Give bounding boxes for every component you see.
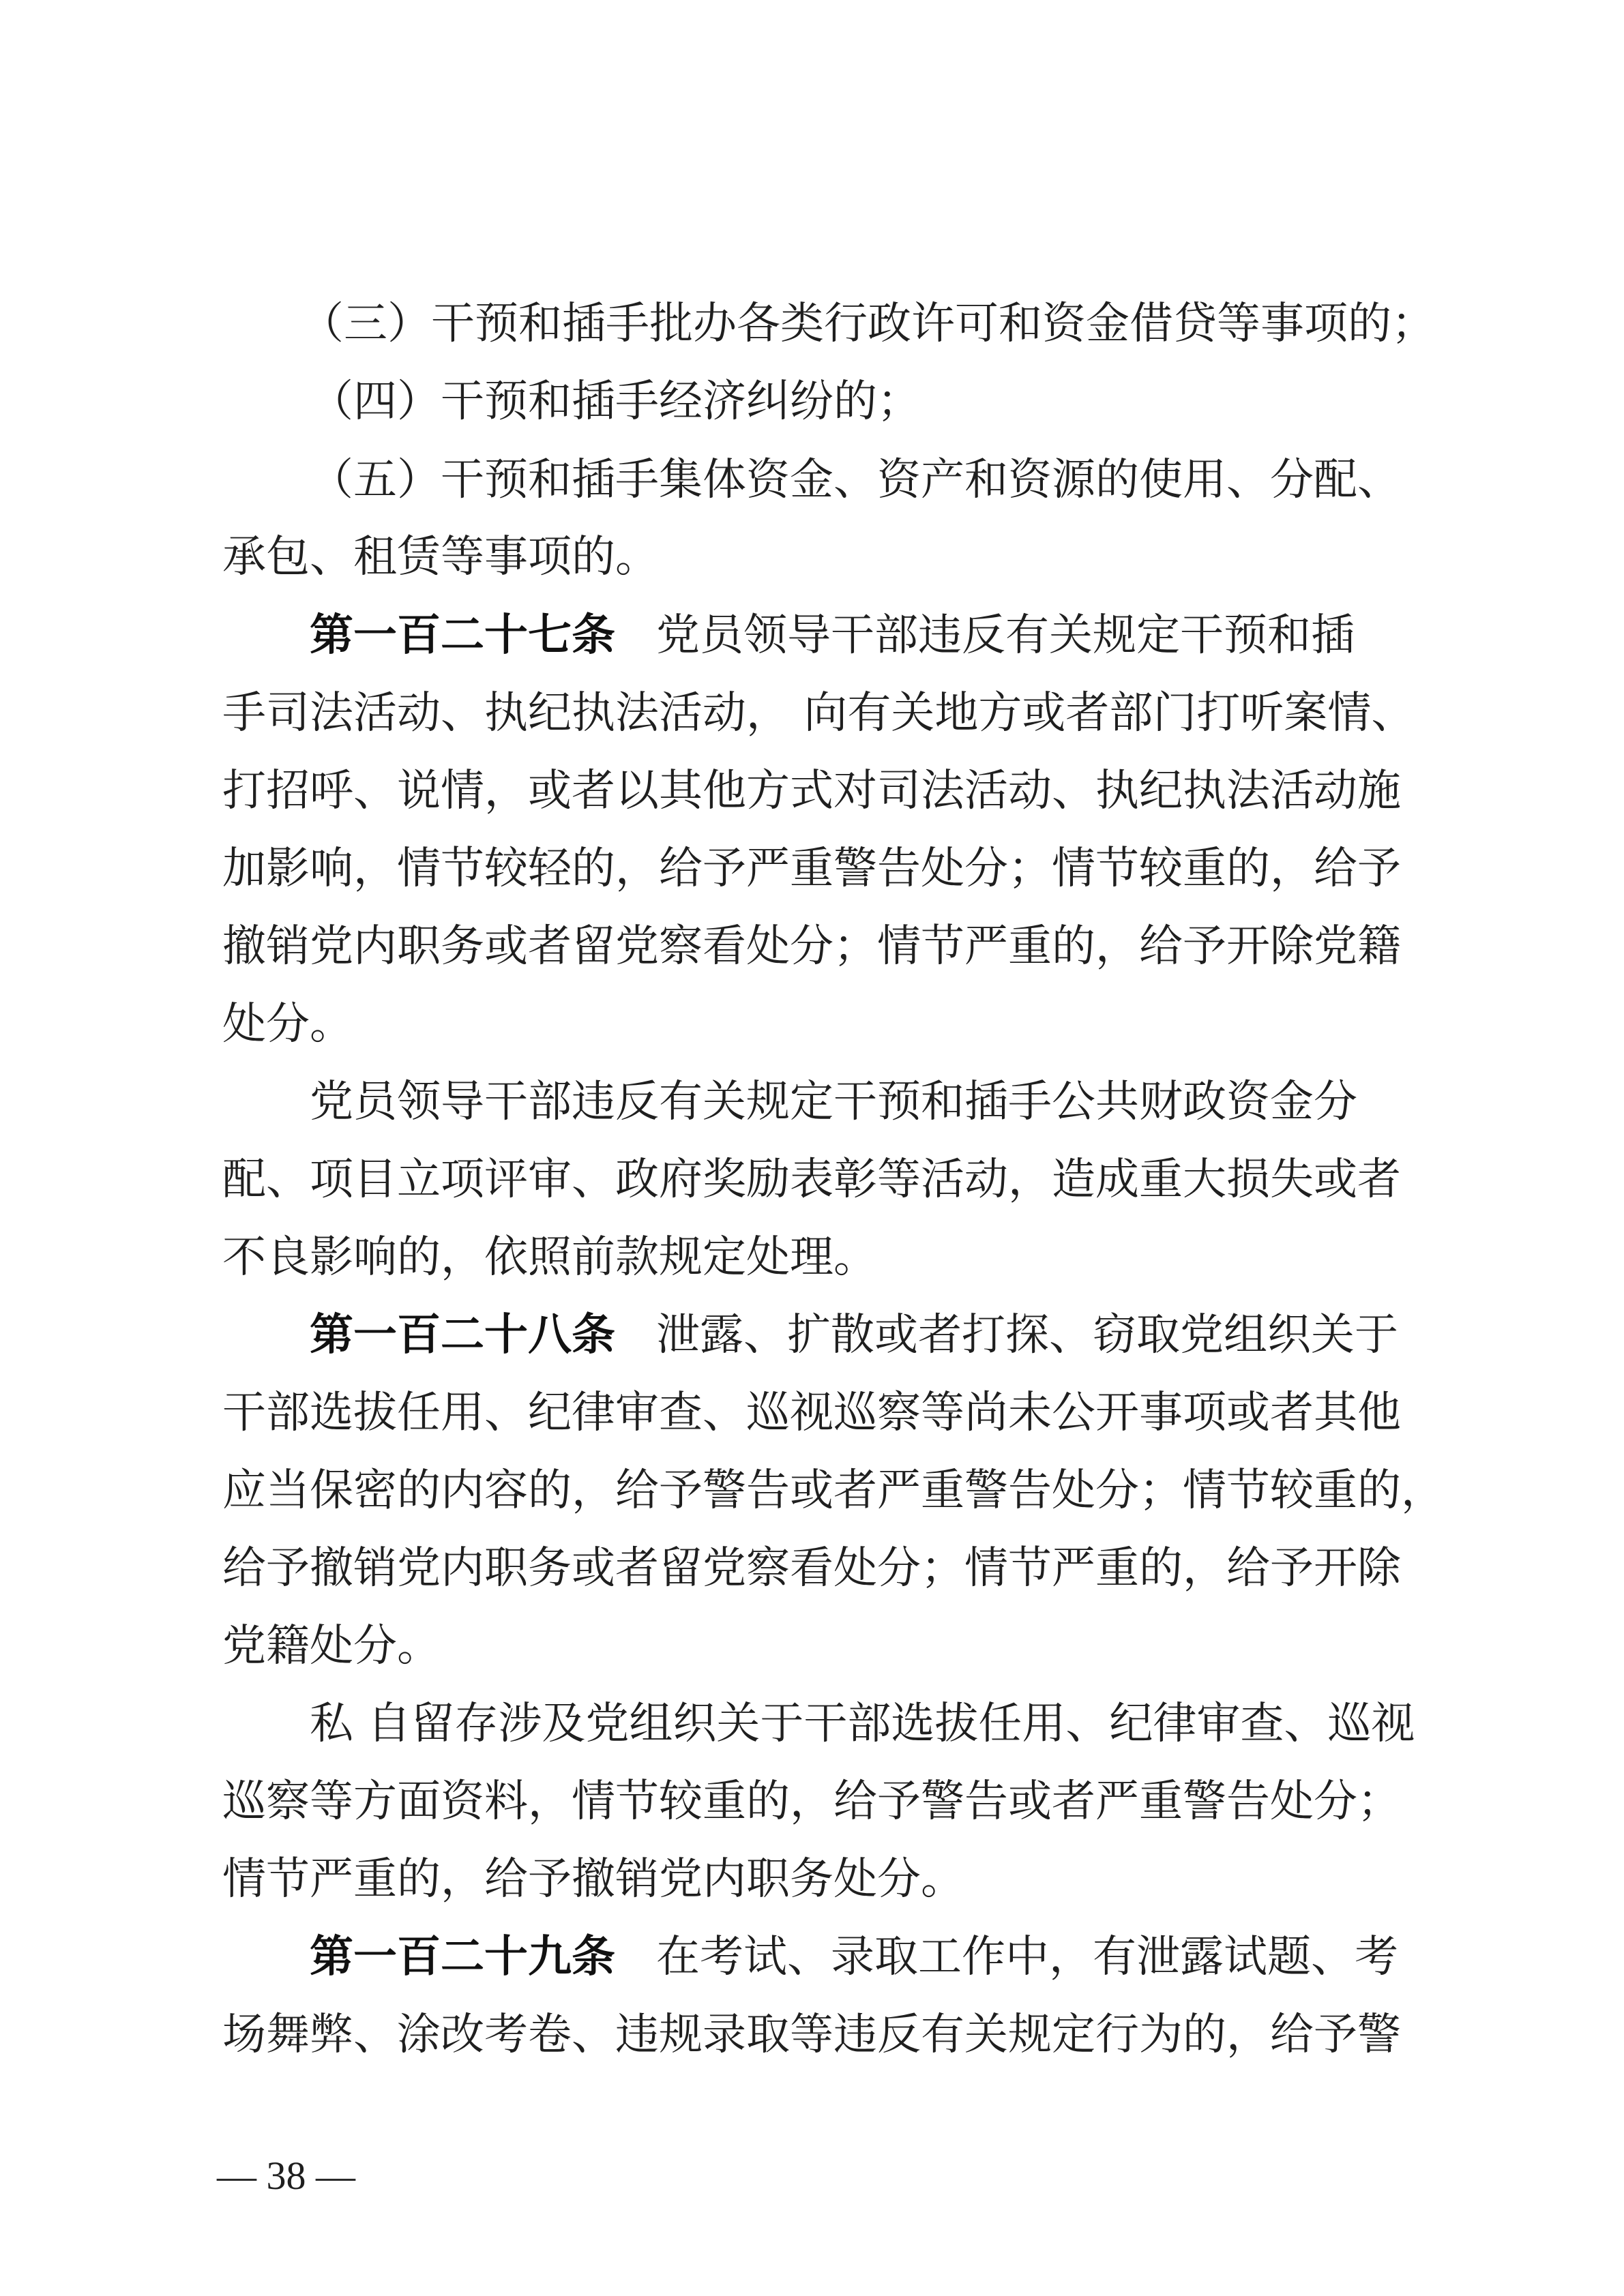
article-127-line-3: 打招呼、说情，或者以其他方式对司法活动、执纪执法活动施 [222,766,1401,816]
article-128-para-2-line-3: 情节严重的，给予撤销党内职务处分。 [222,1854,964,1905]
article-129-line-1 [310,1932,1398,1982]
article-127-para-2-line-3: 不良影响的，依照前款规定处理。 [222,1232,877,1283]
article-128-heading: 第一百二十八条 [310,1310,615,1360]
article-129-line-2: 场舞弊、涂改考卷、违规录取等违反有关规定行为的，给予警 [222,2010,1401,2060]
article-128-line-3: 应当保密的内容的，给予警告或者严重警告处分；情节较重的， [222,1465,1445,1516]
article-129-heading: 第一百二十九条 [310,1932,615,1982]
article-128-line-4: 给予撤销党内职务或者留党察看处分；情节严重的，给予开除 [222,1543,1401,1594]
paragraph-item-3: （三）干预和插手批办各类行政许可和资金借贷等事项的； [300,299,1435,349]
article-127-para-2-line-2: 配、项目立项评审、政府奖励表彰等活动，造成重大损失或者 [222,1154,1401,1205]
article-128-line-1 [310,1310,1398,1360]
article-127-heading: 第一百二十七条 [310,610,615,661]
article-127-line-5: 撤销党内职务或者留党察看处分；情节严重的，给予开除党籍 [222,921,1401,972]
article-127-line-4: 加影响，情节较轻的，给予严重警告处分；情节较重的，给予 [222,844,1401,894]
page-number: — 38 — [217,2153,355,2198]
article-127-para-2-line-1: 党员领导干部违反有关规定干预和插手公共财政资金分 [310,1077,1357,1127]
paragraph-item-5-line-2: 承包、租赁等事项的。 [222,532,659,582]
article-128-para-2-line-2: 巡察等方面资料，情节较重的，给予警告或者严重警告处分； [222,1776,1401,1827]
article-128-text: 泄露、扩散或者打探、窃取党组织关于 [656,1310,1398,1360]
article-127-line-6: 处分。 [222,999,353,1049]
article-128-line-2: 干部选拔任用、纪律审查、巡视巡察等尚未公开事项或者其他 [222,1388,1401,1438]
article-128-para-2-line-1: 私 自留存涉及党组织关于干部选拔任用、纪律审查、巡视 [310,1699,1415,1749]
article-127-line-2: 手司法活动、执纪执法活动， 向有关地方或者部门打听案情、 [222,688,1415,739]
paragraph-item-5-line-1: （五）干预和插手集体资金、资产和资源的使用、分配、 [310,455,1401,505]
article-129-text: 在考试、录取工作中，有泄露试题、考 [656,1932,1398,1982]
article-127-text: 党员领导干部违反有关规定干预和插 [656,610,1355,661]
article-127-line-1 [310,610,1355,661]
paragraph-item-4: （四）干预和插手经济纠纷的； [310,376,921,427]
article-128-line-5: 党籍处分。 [222,1621,441,1671]
